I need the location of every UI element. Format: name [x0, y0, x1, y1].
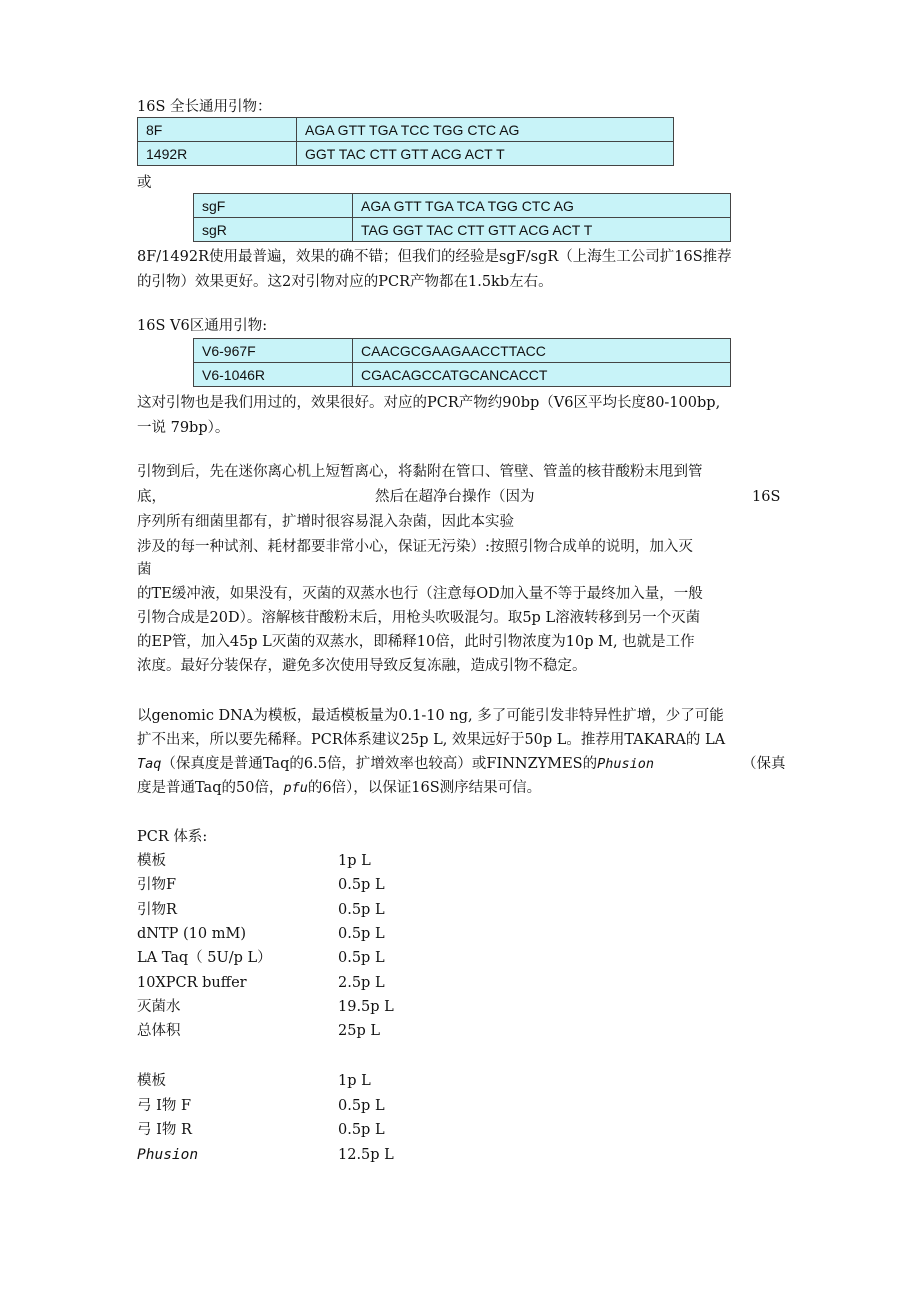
- paragraph-line: 16S: [752, 489, 781, 505]
- pcr-value: 0.5p L: [338, 1122, 385, 1138]
- table-row: [194, 194, 731, 218]
- table-row: [138, 142, 674, 166]
- section1-heading: 16S 全长通用引物：: [137, 99, 272, 115]
- paragraph-line: 的EP管，加入45p L灭菌的双蒸水，即稀释10倍，此时引物浓度为10p M, 也就是工作: [137, 634, 695, 650]
- primer-name: V6-967F: [194, 339, 353, 363]
- paragraph-line: 涉及的每一种试剂、耗材都要非常小心，保证无污染）:按照引物合成单的说明，加入灭: [137, 539, 693, 555]
- primer-sequence: AGA GTT TGA TCC TGG CTC AG: [297, 118, 674, 142]
- pcr-value: 19.5p L: [338, 999, 394, 1015]
- pcr-value: 1p L: [338, 853, 371, 869]
- paragraph-line: 然后在超净台操作（因为: [375, 489, 535, 505]
- paragraph-line: [137, 776, 541, 800]
- pcr-label: 模板: [137, 1073, 166, 1089]
- pcr-label: 引物R: [137, 902, 177, 918]
- pcr-label: 10XPCR buffer: [137, 975, 247, 991]
- primer-sequence: CAACGCGAAGAACCTTACC: [353, 339, 731, 363]
- pcr-label: 模板: [137, 853, 166, 869]
- primer-name: 8F: [138, 118, 297, 142]
- primer-table-full-length-2: [193, 193, 731, 242]
- pcr-value: 12.5p L: [338, 1147, 394, 1163]
- primer-sequence: GGT TAC CTT GTT ACG ACT T: [297, 142, 674, 166]
- pcr-label: LA Taq（ 5U/p L）: [137, 950, 272, 966]
- pcr-value: 25p L: [338, 1023, 380, 1039]
- pcr-value: 0.5p L: [338, 902, 385, 918]
- paragraph-line: [137, 752, 654, 776]
- primer-sequence: TAG GGT TAC CTT GTT ACG ACT T: [353, 218, 731, 242]
- pcr-value: 0.5p L: [338, 926, 385, 942]
- table-row: [194, 218, 731, 242]
- pcr-label: Phusion: [137, 1147, 199, 1163]
- paragraph-line: 这对引物也是我们用过的，效果很好。对应的PCR产物约90bp（V6区平均长度80-100bp,: [137, 395, 721, 411]
- paragraph-line: 的引物）效果更好。这2对引物对应的PCR产物都在1.5kb左右。: [137, 274, 553, 290]
- paragraph-text: 度是普通Taq的50倍，: [137, 780, 284, 796]
- paragraph-line: 引物到后，先在迷你离心机上短暂离心，将黏附在管口、管壁、管盖的核苷酸粉末甩到管: [137, 464, 703, 480]
- pcr-value: 1p L: [338, 1073, 371, 1089]
- pcr-value: 0.5p L: [338, 877, 385, 893]
- primer-name: sgR: [194, 218, 353, 242]
- pcr-value: 0.5p L: [338, 950, 385, 966]
- or-text: 或: [137, 175, 152, 191]
- paragraph-line: 以genomic DNA为模板，最适模板量为0.1-10 ng, 多了可能引发非特异性扩增，少了可能: [137, 708, 724, 724]
- paragraph-line: 菌: [137, 562, 152, 578]
- pcr-label: 总体积: [137, 1023, 181, 1039]
- paragraph-line: （保真: [742, 756, 786, 772]
- table-row: [138, 118, 674, 142]
- pcr-value: 2.5p L: [338, 975, 385, 991]
- pcr-label: 引物F: [137, 877, 177, 893]
- paragraph-text: 的6倍），以保证16S测序结果可信。: [307, 780, 542, 796]
- paragraph-line: 8F/1492R使用最普遍，效果的确不错；但我们的经验是sgF/sgR（上海生工公司扩16S推荐: [137, 249, 732, 265]
- pcr-value: 0.5p L: [338, 1098, 385, 1114]
- pcr-label: 灭菌水: [137, 999, 181, 1015]
- paragraph-line: 一说 79bp）。: [137, 420, 230, 436]
- paragraph-line: 引物合成是20D）。溶解核苷酸粉末后，用枪头吹吸混匀。取5p L溶液转移到另一个灭菌: [137, 610, 701, 626]
- table-row: [194, 363, 731, 387]
- primer-sequence: CGACAGCCATGCANCACCT: [353, 363, 731, 387]
- pfu-term: pfu: [283, 780, 308, 796]
- section2-heading: 16S V6区通用引物:: [137, 318, 268, 334]
- paragraph-line: 底，: [137, 489, 166, 505]
- primer-name: 1492R: [138, 142, 297, 166]
- paragraph-line: 序列所有细菌里都有，扩增时很容易混入杂菌，因此本实验: [137, 514, 514, 530]
- primer-table-v6: [193, 338, 731, 387]
- paragraph-line: 扩不出来，所以要先稀释。PCR体系建议25p L, 效果远好于50p L。推荐用TAKARA的 LA: [137, 732, 726, 748]
- table-row: [194, 339, 731, 363]
- paragraph-line: 的TE缓冲液，如果没有，灭菌的双蒸水也行（注意每OD加入量不等于最终加入量，一般: [137, 586, 703, 602]
- pcr-label: dNTP (10 mM): [137, 926, 246, 942]
- primer-name: sgF: [194, 194, 353, 218]
- taq-term: Taq: [137, 756, 162, 772]
- phusion-term: Phusion: [597, 756, 655, 772]
- primer-sequence: AGA GTT TGA TCA TGG CTC AG: [353, 194, 731, 218]
- pcr-heading: PCR 体系:: [137, 829, 208, 845]
- paragraph-line: 浓度。最好分装保存，避免多次使用导致反复冻融，造成引物不稳定。: [137, 658, 587, 674]
- pcr-label: 弓 I物 R: [137, 1122, 192, 1138]
- primer-name: V6-1046R: [194, 363, 353, 387]
- paragraph-text: （保真度是普通Taq的6.5倍，扩增效率也较高）或FINNZYMES的: [161, 756, 598, 772]
- pcr-label: 弓 I物 F: [137, 1098, 192, 1114]
- primer-table-full-length-1: [137, 117, 674, 166]
